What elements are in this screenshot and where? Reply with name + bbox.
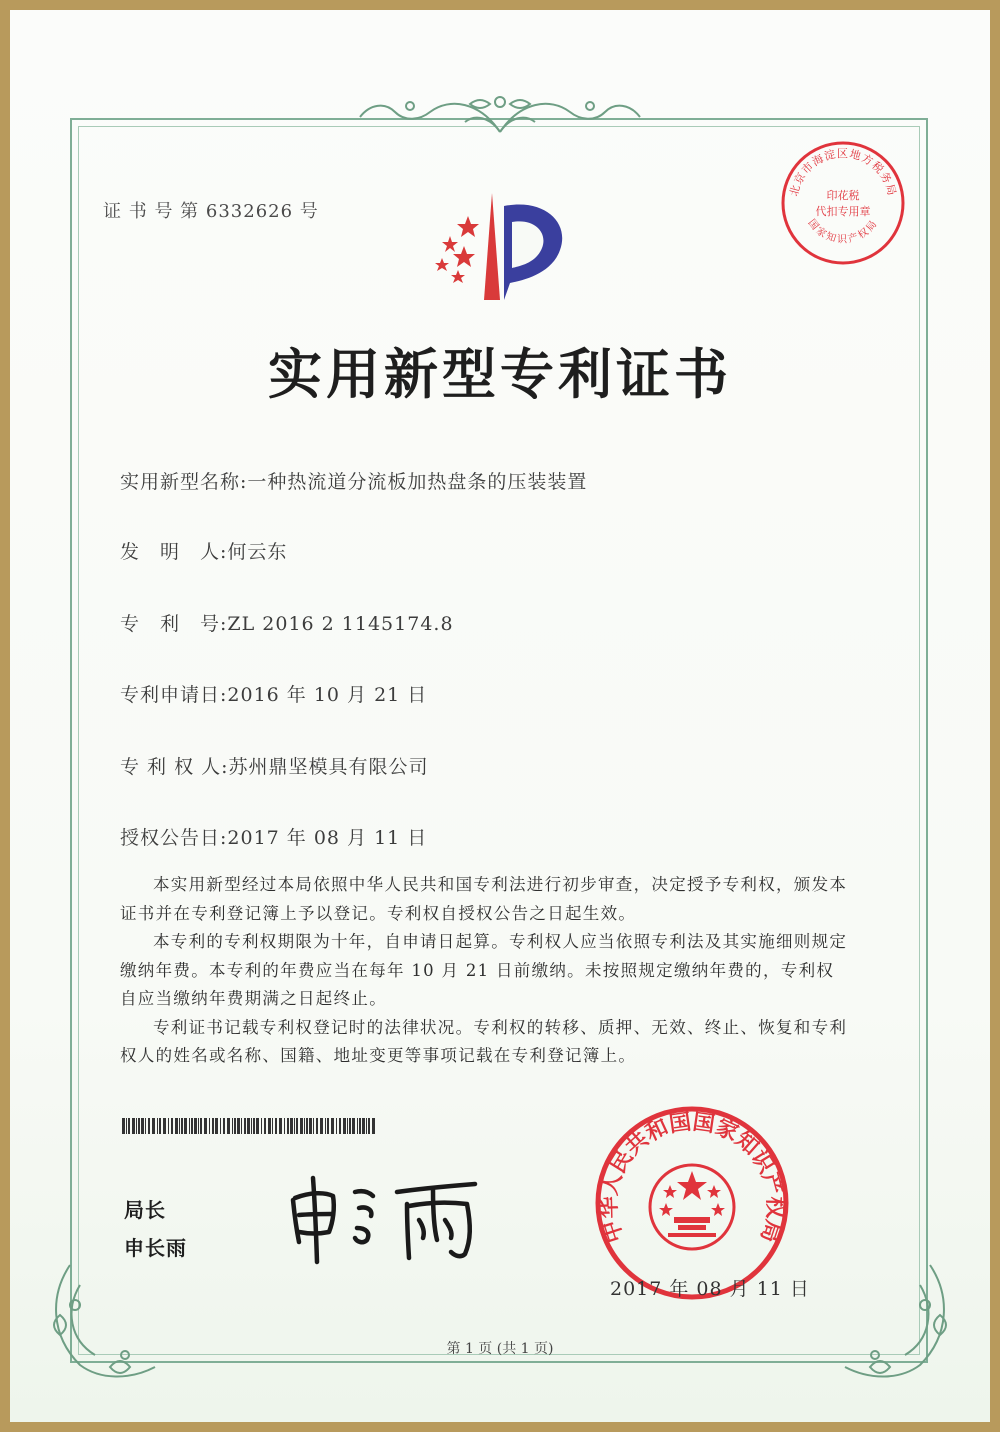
tax-seal-inner-line1: 印花税 (826, 189, 860, 202)
field-value: 苏州鼎坚模具有限公司 (228, 756, 429, 778)
grant-date-stamp: 2017 年 08 月 11 日 (610, 1278, 810, 1300)
field-value: ZL 2016 2 1145174.8 (227, 613, 454, 635)
field-inventor (120, 537, 287, 564)
body-paragraph: 专利证书记载专利权登记时的法律状况。专利权的转移、质押、无效、终止、恢复和专利权人的姓名或名称、国籍、地址变更等事项记载在专利登记簿上。 (120, 1017, 848, 1065)
tax-seal-outer-text: 北京市海淀区地方税务局 (787, 147, 899, 198)
corner-ornament-icon (40, 1255, 170, 1385)
barcode (122, 1118, 377, 1134)
tax-seal-bottom-text: 国家知识产权局 (805, 217, 881, 246)
field-utility-model-name (120, 467, 587, 494)
nipa-seal-text: 中华人民共和国国家知识产权局 (595, 1108, 789, 1246)
body-paragraph: 本专利的专利权期限为十年，自申请日起算。专利权人应当依照专利法及其实施细则规定缴纳年费。本专利的年费应当在每年 10 月 21 日前缴纳。未按照规定缴纳年费的，专利权自应当缴纳年费期满之日起终止。 (120, 932, 848, 1008)
field-label: 专 利 号: (120, 613, 228, 635)
field-label: 发 明 人: (120, 541, 228, 563)
certificate-number: 证 书 号 第 6332626 号 (103, 201, 319, 222)
director-name: 申长雨 (124, 1236, 187, 1260)
tax-seal-inner-line2: 代扣专用章 (815, 205, 871, 218)
nipa-official-seal (594, 1105, 790, 1301)
field-label: 专 利 权 人: (120, 756, 229, 778)
svg-text:国家知识产权局 (805, 217, 880, 246)
body-paragraph: 本实用新型经过本局依照中华人民共和国专利法进行初步审查，决定授予专利权，颁发本证书并在专利登记簿上予以登记。专利权自授权公告之日起生效。 (120, 875, 848, 923)
director-title: 局长 (124, 1198, 166, 1222)
field-value: 一种热流道分流板加热盘条的压装装置 (247, 471, 588, 493)
field-value: 2016 年 10 月 21 日 (227, 684, 428, 706)
certificate-body (120, 871, 850, 1071)
page-number: 第 1 页 (共 1 页) (446, 1341, 554, 1357)
field-patentee (120, 752, 429, 779)
director-signature (285, 1170, 500, 1265)
field-value: 何云东 (227, 541, 288, 563)
certificate-title: 实用新型专利证书 (268, 342, 732, 406)
field-label: 实用新型名称: (120, 471, 248, 493)
field-grant-date (120, 823, 427, 850)
tax-seal-stamp (779, 139, 907, 267)
field-value: 2017 年 08 月 11 日 (227, 827, 428, 849)
field-patent-number (120, 609, 454, 636)
field-label: 专利申请日: (120, 684, 228, 706)
field-application-date (120, 680, 427, 707)
patent-office-logo-icon (420, 188, 580, 306)
top-ornament-icon (350, 92, 650, 142)
field-label: 授权公告日: (120, 827, 228, 849)
corner-ornament-icon (830, 1255, 960, 1385)
